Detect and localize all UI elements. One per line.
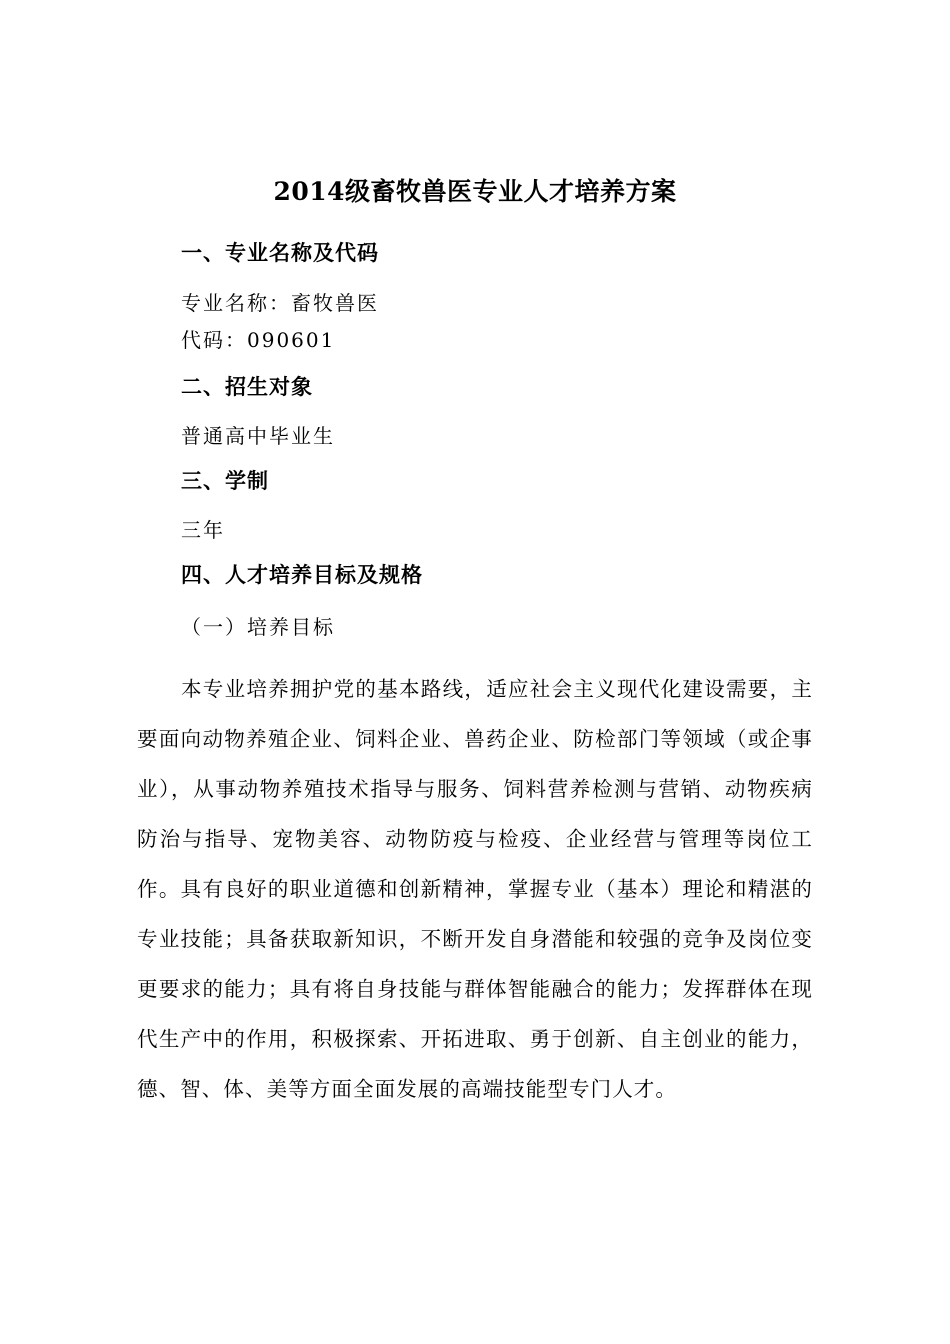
goal-paragraph: 本专业培养拥护党的基本路线，适应社会主义现代化建设需要，主要面向动物养殖企业、饲料企业、兽药企业、防检部门等领域（或企事业），从事动物养殖技术指导与服务、饲料营养检测与营销、动物疾病防治与指导、宠物美容、动物防疫与检疫、企业经营与管理等岗位工作。具有良好的职业道德和创新精神，掌握专业（基本）理论和精湛的专业技能；具备获取新知识，不断开发自身潜能和较强的竞争及岗位变更要求的能力；具有将自身技能与群体智能融合的能力；发挥群体在现代生产中的作用，积极探索、开拓进取、勇于创新、自主创业的能力，德、智、体、美等方面全面发展的高端技能型专门人才。 (137, 677, 813, 1101)
section-heading-objectives: 四、人才培养目标及规格 (181, 563, 423, 587)
subsection-heading-goal: （一）培养目标 (181, 615, 335, 639)
major-name: 专业名称：畜牧兽医 (181, 291, 379, 315)
section-heading-duration: 三、学制 (181, 469, 269, 493)
major-code: 代码：090601 (181, 328, 336, 352)
document-title: 2014级畜牧兽医专业人才培养方案 (273, 177, 677, 206)
enrollment-text: 普通高中毕业生 (181, 424, 335, 448)
section-heading-major: 一、专业名称及代码 (181, 241, 379, 265)
section-heading-enrollment: 二、招生对象 (181, 375, 313, 399)
duration-text: 三年 (181, 518, 225, 542)
